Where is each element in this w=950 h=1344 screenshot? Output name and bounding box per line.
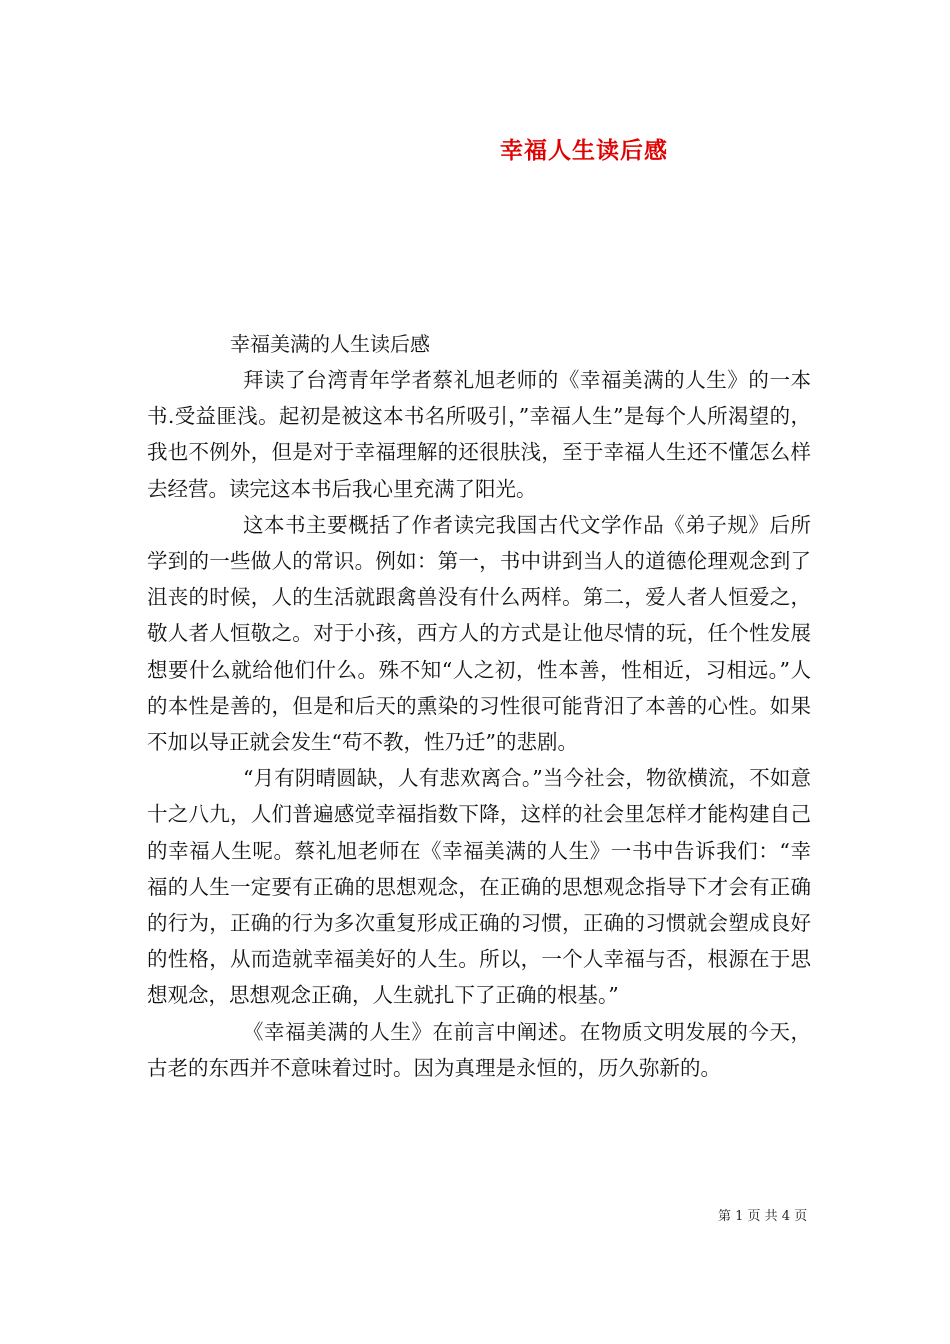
- paragraph-2: 这本书主要概括了作者读完我国古代文学作品《弟子规》后所学到的一些做人的常识。例如：第一，书中讲到当人的道德伦理观念到了沮丧的时候，人的生活就跟禽兽没有什么两样。第二，爱人者人恒爱之，敬人者人恒敬之。对于小孩，西方人的方式是让他尽情的玩，任个性发展想要什么就给他们什么。殊不知“人之初，性本善，性相近，习相远。”人的本性是善的，但是和后天的熏染的习性很可能背汨了本善的心性。如果不加以导正就会发生“苟不教，性乃迁”的悲剧。: [147, 512, 811, 755]
- paragraph-3: “月有阴晴圆缺，人有悲欢离合。”当今社会，物欲横流，不如意十之八九，人们普遍感觉幸福指数下降，这样的社会里怎样才能构建自己的幸福人生呢。蔡礼旭老师在《幸福美满的人生》一书中告诉我们：“幸福的人生一定要有正确的思想观念，在正确的思想观念指导下才会有正确的行为，正确的行为多次重复形成正确的习惯，正确的习惯就会塑成良好的性格，从而造就幸福美好的人生。所以，一个人幸福与否，根源在于思想观念，思想观念正确，人生就扎下了正确的根基。”: [147, 766, 811, 1008]
- page-number-footer: 第 1 页 共 4 页: [718, 1209, 808, 1224]
- document-subtitle: 幸福美满的人生读后感: [230, 332, 430, 356]
- paragraph-1: 拜读了台湾青年学者蔡礼旭老师的《幸福美满的人生》的一本书.受益匪浅。起初是被这本书名所吸引，”幸福人生”是每个人所渴望的，我也不例外，但是对于幸福理解的还很肤浅，至于幸福人生还不懂怎么样去经营。读完这本书后我心里充满了阳光。: [147, 368, 811, 501]
- document-body: [147, 362, 811, 1086]
- document-title: 幸福人生读后感: [500, 137, 668, 164]
- paragraph-4: 《幸福美满的人生》在前言中阐述。在物质文明发展的今天，古老的东西并不意味着过时。因为真理是永恒的，历久弥新的。: [147, 1019, 811, 1080]
